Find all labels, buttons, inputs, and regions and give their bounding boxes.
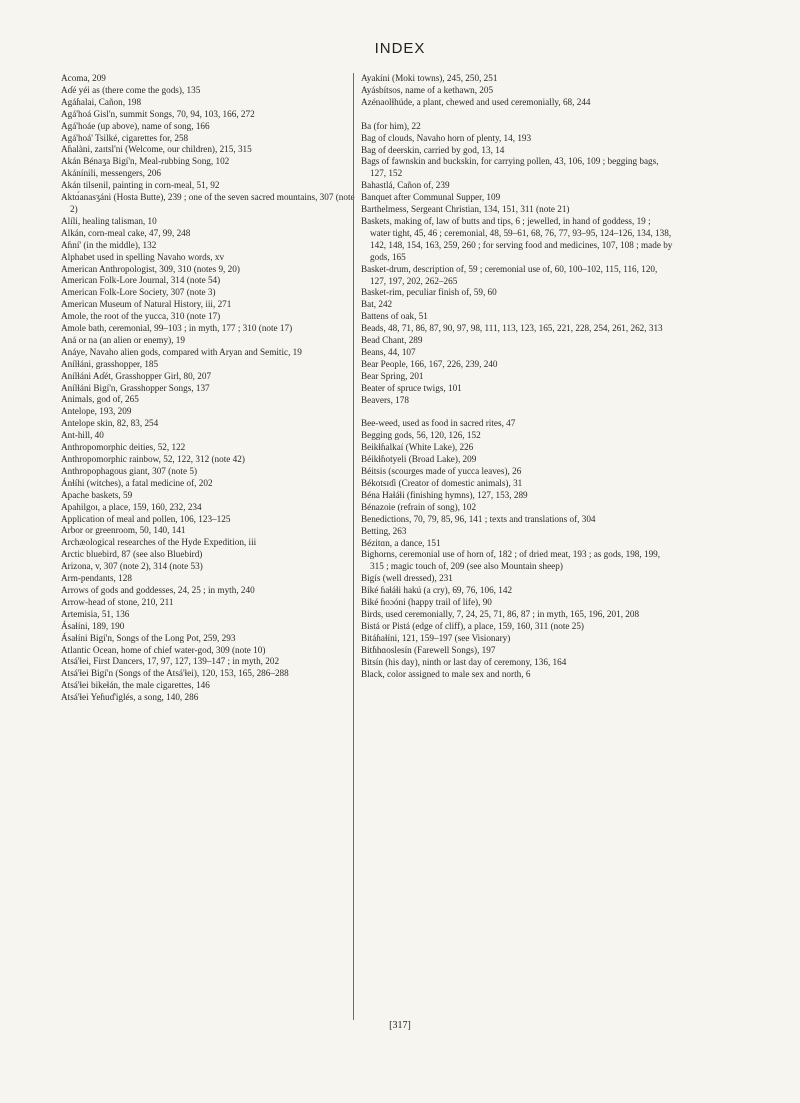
index-entry: Basket-drum, description of, 59 ; ceremonial use of, 60, 100–102, 115, 116, 120, 127, 197, 202, 262–265 — [361, 263, 658, 286]
index-entry: Anílɬáni Bigí'n, Grasshopper Songs, 137 — [61, 382, 210, 393]
index-entry: Bear People, 166, 167, 226, 239, 240 — [361, 358, 498, 369]
index-entry: Akán tilsenil, painting in corn-meal, 51, 92 — [61, 180, 220, 191]
index-entry: Beans, 44, 107 — [361, 346, 416, 357]
index-entry: Apahilgoɪ, a place, 159, 160, 232, 234 — [61, 501, 202, 512]
index-entry: Ánɬíhi (witches), a fatal medicine of, 202 — [61, 477, 213, 488]
index-entry: Bear Spring, 201 — [361, 370, 424, 381]
index-entry: Bistá or Pistá (edge of cliff), a place, 159, 160, 311 (note 25) — [361, 620, 584, 631]
index-entry: Arm-pendants, 128 — [61, 573, 132, 584]
index-entry: Bag of clouds, Navaho horn of plenty, 14, 193 — [361, 132, 532, 143]
index-entry: Arizona, v, 307 (note 2), 314 (note 53) — [61, 561, 203, 572]
index-column-left — [61, 73, 361, 704]
index-entry: Baskets, making of, law of butts and tips, 6 ; jewelled, in hand of goddess, 19 ; water tight, 45, 46 ; ceremonial, 48, 59–61, 68, 76, 77, 93–95, 124–126, 134, 138, 142, 148, 154, 163, 259, 260 ; for serving food and medicines, 107, 108 ; made by gods, 165 — [361, 215, 673, 262]
index-entry: Alíli, healing talisman, 10 — [61, 215, 157, 226]
index-entry: Arrows of gods and goddesses, 24, 25 ; in myth, 240 — [61, 584, 255, 595]
index-entry: Bigís (well dressed), 231 — [361, 573, 453, 584]
index-entry: Aɗé yéi as (there come the gods), 135 — [61, 84, 201, 95]
index-entry: Birds, used ceremonially, 7, 24, 25, 71, 86, 87 ; in myth, 165, 196, 201, 208 — [361, 608, 640, 619]
index-entry: Arctic bluebird, 87 (see also Bluebird) — [61, 549, 203, 560]
index-entry: Agáɦalai, Cañon, 198 — [61, 96, 142, 107]
index-entry: Ayásbítsos, name of a kethawn, 205 — [361, 84, 494, 95]
index-entry: Azénaolɬhúde, a plant, chewed and used ceremonially, 68, 244 — [361, 96, 591, 107]
index-entry: Antelope, 193, 209 — [61, 406, 132, 417]
index-entry: Anáye, Navaho alien gods, compared with Aryan and Semitic, 19 — [61, 346, 302, 357]
index-entry: Aɦní' (in the middle), 132 — [61, 239, 157, 250]
index-entry: American Folk-Lore Journal, 314 (note 54) — [61, 275, 221, 286]
index-entry: Beads, 48, 71, 86, 87, 90, 97, 98, 111, 113, 123, 165, 221, 228, 254, 261, 262, 313 — [361, 323, 663, 334]
index-entry: Artemisia, 51, 136 — [61, 608, 130, 619]
index-entry: Ant-hill, 40 — [61, 430, 104, 441]
index-column-right — [361, 73, 673, 680]
index-entry: Basket-rim, peculiar finish of, 59, 60 — [361, 287, 497, 298]
index-entry: Arbor or greenroom, 50, 140, 141 — [61, 525, 186, 536]
index-entry: Application of meal and pollen, 106, 123–125 — [61, 513, 231, 524]
index-entry: Archæological researches of the Hyde Expedition, iii — [61, 537, 257, 548]
index-entry: Atsá'ɬei, First Dancers, 17, 97, 127, 139–147 ; in myth, 202 — [61, 656, 280, 667]
index-entry: Atsá'ɬei Bigí'n (Songs of the Atsá'ɬei), 120, 153, 165, 286–288 — [61, 668, 289, 679]
page-title: INDEX — [374, 40, 426, 57]
index-entry: Bee-weed, used as food in sacred rites, 47 — [361, 418, 516, 429]
index-entry: Beikɬɦalkaí (White Lake), 226 — [361, 442, 474, 453]
index-entry: Apache baskets, 59 — [61, 489, 133, 500]
index-entry: Anthropomorphic rainbow, 52, 122, 312 (note 42) — [61, 454, 245, 464]
column-divider — [353, 73, 354, 1020]
index-entry: Atlantic Ocean, home of chief water-god, 309 (note 10) — [61, 644, 266, 655]
index-entry: Aná or na (an alien or enemy), 19 — [61, 334, 185, 345]
index-entry: Antelope skin, 82, 83, 254 — [61, 418, 159, 429]
index-entry: Atsá'ɬei bikeɬán, the male cigarettes, 146 — [61, 680, 210, 691]
index-entry: Bitɦhɑoslesín (Farewell Songs), 197 — [361, 644, 496, 655]
index-entry: Alphabet used in spelling Navaho words, xv — [61, 251, 225, 262]
index-entry: American Anthropologist, 309, 310 (notes 9, 20) — [61, 263, 240, 274]
index-entry: Anthropomorphic deities, 52, 122 — [61, 442, 186, 453]
index-entry: Agá'hoá' Tsilké, cigarettes for, 258 — [61, 132, 189, 143]
index-entry: Béitsis (scourges made of yucca leaves), 26 — [361, 466, 522, 477]
index-entry: Barthelmess, Sergeant Christian, 134, 151, 311 (note 21) — [361, 204, 570, 215]
index-entry: Acoma, 209 — [61, 73, 106, 83]
index-entry: Ayakíni (Moki towns), 245, 250, 251 — [361, 73, 498, 83]
index-entry: Aɦalàni, zaɪtsl'ni (Welcome, our children), 215, 315 — [61, 144, 252, 155]
index-entry: Animals, god of, 265 — [61, 394, 139, 405]
index-entry: Bag of deerskin, carried by god, 13, 14 — [361, 144, 505, 155]
section-gap — [361, 406, 673, 418]
index-entry: Bags of fawnskin and buckskin, for carrying pollen, 43, 106, 109 ; begging bags, 127, 152 — [361, 156, 659, 179]
index-entry: Akán Bénaʒa Bigí'n, Meal-rubbing Song, 102 — [61, 156, 230, 167]
index-entry: Ásaɬíni, 189, 190 — [61, 620, 125, 631]
index-entry: Alkán, corn-meal cake, 47, 99, 248 — [61, 227, 191, 238]
section-gap — [361, 109, 673, 121]
index-entry: Amole bath, ceremonial, 99–103 ; in myth, 177 ; 310 (note 17) — [61, 323, 293, 334]
index-entry: Black, color assigned to male sex and north, 6 — [361, 668, 531, 679]
index-entry: Agá'hoá Gisl'n, summit Songs, 70, 94, 103, 166, 272 — [61, 108, 255, 119]
index-entry: Begging gods, 56, 120, 126, 152 — [361, 430, 481, 441]
index-entry: Bat, 242 — [361, 299, 393, 310]
index-entry: Atsá'ɬei Yeɦuɗ'iglés, a song, 140, 286 — [61, 692, 199, 703]
index-entry: Bahastlá, Cañon of, 239 — [361, 180, 450, 191]
index-entry: Béna Haɬáɬi (finishing hymns), 127, 153, 289 — [361, 489, 528, 500]
index-entry: Anílɬáni, grasshopper, 185 — [61, 358, 159, 369]
index-entry: Bitsín (his day), ninth or last day of ceremony, 136, 164 — [361, 656, 567, 667]
index-entry: Amole, the root of the yucca, 310 (note 17) — [61, 311, 221, 322]
index-entry: Bénazoie (refrain of song), 102 — [361, 501, 477, 512]
index-entry: Aktɑ́anasʒáni (Hosta Butte), 239 ; one of the seven sacred mountains, 307 (note 2) — [61, 192, 355, 214]
index-entry: Akánínili, messengers, 206 — [61, 168, 162, 179]
index-entry: Arrow-head of stone, 210, 211 — [61, 596, 174, 607]
index-entry: Banquet after Communal Supper, 109 — [361, 192, 501, 203]
index-entry: Békotsɪɗi (Creator of domestic animals), 31 — [361, 478, 523, 488]
index-entry: Beater of spruce twigs, 101 — [361, 382, 462, 393]
index-entry: Ba (for him), 22 — [361, 120, 421, 131]
index-entry: Benedictions, 70, 79, 85, 96, 141 ; texts and translations of, 304 — [361, 513, 596, 524]
index-entry: Beavers, 178 — [361, 394, 409, 405]
index-entry: Agá'hoáe (up above), name of song, 166 — [61, 120, 210, 131]
page-number: [317] — [389, 1020, 411, 1031]
index-entry: Betting, 263 — [361, 525, 407, 536]
index-entry: Biké ɦoɔóni (happy trail of life), 90 — [361, 597, 492, 608]
index-entry: Béikɬɦotyeli (Broad Lake), 209 — [361, 454, 477, 465]
index-entry: Bitáɦaɬíni, 121, 159–197 (see Visionary) — [361, 632, 511, 643]
index-entry: Battens of oak, 51 — [361, 311, 428, 322]
index-entry: Bézitɑn, a dance, 151 — [361, 537, 441, 548]
index-entry: Biké ɦaɬáɬi hakú (a cry), 69, 76, 106, 142 — [361, 585, 513, 596]
index-entry: American Folk-Lore Society, 307 (note 3) — [61, 287, 216, 298]
index-entry: American Museum of Natural History, iii, 271 — [61, 299, 232, 310]
index-entry: Ásaɬíni Bigí'n, Songs of the Long Pot, 259, 293 — [61, 632, 236, 643]
index-entry: Anthropophagous giant, 307 (note 5) — [61, 465, 198, 476]
index-entry: Anílɬáni Aɗét, Grasshopper Girl, 80, 207 — [61, 370, 212, 381]
index-entry: Bighorns, ceremonial use of horn of, 182 ; of dried meat, 193 ; as gods, 198, 199, 315 ; magic touch of, 209 (see also Mountain sheep) — [361, 549, 661, 572]
index-entry: Bead Chant, 289 — [361, 335, 423, 346]
